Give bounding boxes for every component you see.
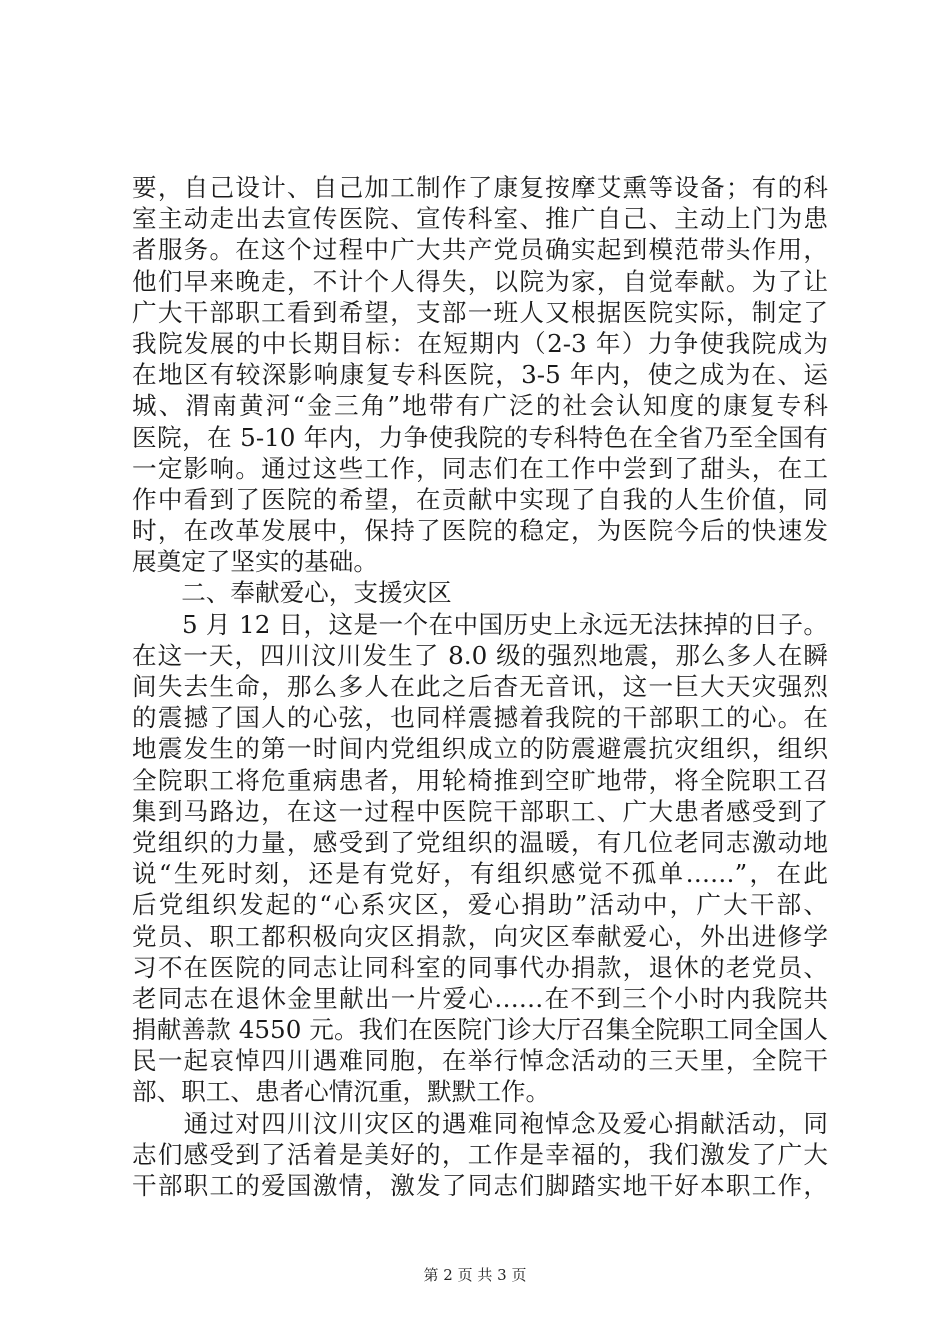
text-line: 在这一天，四川汶川发生了 8.0 级的强烈地震，那么多人在瞬 xyxy=(132,640,828,670)
document-body xyxy=(132,172,828,1201)
text-line: 展奠定了坚实的基础。 xyxy=(132,547,378,577)
text-line: 干部职工的爱国激情，激发了同志们脚踏实地干好本职工作， xyxy=(132,1171,828,1200)
text-line: 一定影响。通过这些工作，同志们在工作中尝到了甜头，在工 xyxy=(132,453,828,483)
text-line: 后党组织发起的“心系灾区，爱心捐助”活动中，广大干部、 xyxy=(132,890,828,920)
text-line: 党员、职工都积极向灾区捐款，向灾区奉献爱心，外出进修学 xyxy=(132,921,828,951)
text-line: 5 月 12 日，这是一个在中国历史上永远无法抹掉的日子。 xyxy=(132,609,828,639)
text-line: 说“生死时刻，还是有党好，有组织感觉不孤单……”，在此 xyxy=(132,859,828,889)
text-line: 党组织的力量，感受到了党组织的温暖，有几位老同志激动地 xyxy=(132,827,828,857)
text-line: 集到马路边，在这一过程中医院干部职工、广大患者感受到了 xyxy=(132,796,828,826)
text-line: 城、渭南黄河“金三角”地带有广泛的社会认知度的康复专科 xyxy=(132,391,828,421)
text-line: 在地区有较深影响康复专科医院，3-5 年内，使之成为在、运 xyxy=(132,360,828,390)
text-line: 捐献善款 4550 元。我们在医院门诊大厅召集全院职工同全国人 xyxy=(132,1015,828,1045)
text-line: 医院，在 5-10 年内，力争使我院的专科特色在全省乃至全国有 xyxy=(132,422,828,452)
text-line: 室主动走出去宣传医院、宣传科室、推广自己、主动上门为患 xyxy=(132,204,828,234)
text-line: 要，自己设计、自己加工制作了康复按摩艾熏等设备；有的科 xyxy=(132,173,828,202)
text-line: 全院职工将危重病患者，用轮椅推到空旷地带，将全院职工召 xyxy=(132,765,828,795)
section-heading: 二、奉献爱心，支援灾区 xyxy=(132,578,452,608)
page-number-footer: 第 2 页 共 3 页 xyxy=(423,1266,527,1284)
text-line: 作中看到了医院的希望，在贡献中实现了自我的人生价值，同 xyxy=(132,484,828,514)
text-line: 间失去生命，那么多人在此之后杳无音讯，这一巨大天灾强烈 xyxy=(132,672,828,701)
text-line: 时，在改革发展中，保持了医院的稳定，为医院今后的快速发 xyxy=(132,516,828,546)
text-line: 者服务。在这个过程中广大共产党员确实起到模范带头作用， xyxy=(132,235,828,265)
text-line: 通过对四川汶川灾区的遇难同袍悼念及爱心捐献活动，同 xyxy=(132,1108,828,1138)
text-line: 部、职工、患者心情沉重，默默工作。 xyxy=(132,1077,551,1107)
text-line: 他们早来晚走，不计个人得失，以院为家，自觉奉献。为了让 xyxy=(132,266,828,296)
text-line: 民一起哀悼四川遇难同胞，在举行悼念活动的三天里，全院干 xyxy=(132,1046,828,1076)
text-line: 广大干部职工看到希望，支部一班人又根据医院实际，制定了 xyxy=(132,297,828,327)
text-line: 志们感受到了活着是美好的，工作是幸福的，我们激发了广大 xyxy=(132,1139,828,1169)
text-line: 老同志在退休金里献出一片爱心……在不到三个小时内我院共 xyxy=(132,983,828,1013)
text-line: 的震撼了国人的心弦，也同样震撼着我院的干部职工的心。在 xyxy=(132,703,828,733)
text-line: 习不在医院的同志让同科室的同事代办捐款，退休的老党员、 xyxy=(132,952,828,982)
text-line: 地震发生的第一时间内党组织成立的防震避震抗灾组织，组织 xyxy=(132,734,828,764)
text-line: 我院发展的中长期目标：在短期内（2-3 年）力争使我院成为 xyxy=(132,328,828,358)
